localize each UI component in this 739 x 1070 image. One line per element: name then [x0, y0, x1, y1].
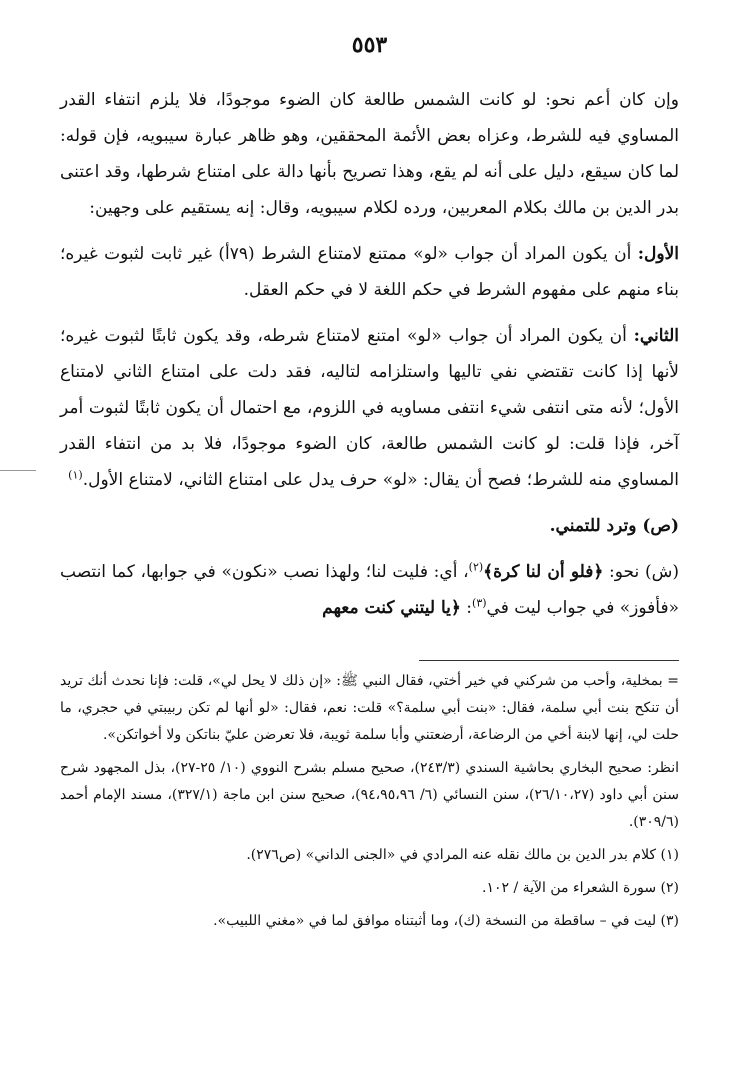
paragraph-5-text-c: :: [460, 598, 473, 618]
quran-quote-1: ﴿فلو أن لنا كرة﴾: [483, 562, 604, 582]
paragraph-2-text-b: غير ثابت لثبوت غيره؛ بناء منهم على مفهوم الشرط في حكم اللغة لا في حكم العقل.: [60, 244, 679, 300]
paragraph-4-matn: (ص) وترد للتمني.: [549, 516, 679, 536]
footnote-ref-3[interactable]: (٣): [472, 596, 487, 610]
footnote-continuation: = بمخلية، وأحب من شركني في خير أختي، فقال النبي ﷺ: «إن ذلك لا يحل لي»، قلت: فإنا نحدث أنك تريد أن تنكح بنت أبي سلمة، فقال: «بنت أبي سلمة؟» قلت: نعم، فقال: «لو أنها لم تكن ربيبتي في حجري، ما حلت لي، إنها لابنة أخي من الرضاعة، أرضعتني وأبا سلمة ثويبة، فلا تعرضن عليّ بناتكن ولا أخواتكن».: [60, 673, 679, 743]
footnote-1: (١) كلام بدر الدين بن مالك نقله عنه المرادي في «الجنى الداني» (ص٢٧٦).: [246, 847, 679, 863]
paragraph-1: وإن كان أعم نحو: لو كانت الشمس طالعة كان الضوء موجودًا، فلا يلزم انتفاء القدر المساوي فيه للشرط، وعزاه بعض الأئمة المحققين، وهو ظاهر عبارة سيبويه، فإن قوله: لما كان سيقع، دليل على أنه لم يقع، وهذا تصريح بأنها دالة على امتناع شرطها، وقد اعتنى بدر الدين بن مالك بكلام المعربين، ورده لكلام سيبويه، وقال: إنه يستقيم على وجهين:: [60, 90, 679, 218]
footnote-ref-1[interactable]: (١): [68, 468, 83, 482]
paragraph-2-text-a: أن يكون المراد أن جواب «لو» ممتنع لامتناع الشرط: [254, 244, 638, 264]
main-text: [60, 82, 679, 626]
paragraph-2-lead: الأول:: [637, 244, 679, 264]
footnote-2: (٢) سورة الشعراء من الآية / ١٠٢.: [482, 880, 679, 896]
page-number: ٥٥٣: [351, 32, 388, 58]
footnote-separator: [419, 660, 679, 661]
paragraph-3-lead: الثاني:: [633, 326, 679, 346]
paragraph-5-text-b: ، أي: فليت لنا؛ ولهذا نصب «نكون» في جوابها، كما انتصب «فأفوز» في جواب ليت في: [60, 562, 679, 618]
footnote-ref-2[interactable]: (٢): [468, 560, 484, 574]
margin-mark: [0, 470, 36, 471]
manuscript-marker: (٧٩أ): [218, 244, 255, 264]
paragraph-5-text-a: (ش) نحو:: [603, 562, 679, 582]
footnote-references: انظر: صحيح البخاري بحاشية السندي (٢٤٣/٣)، صحيح مسلم بشرح النووي (١٠/ ٢٥-٢٧)، بذل المجهود شرح سنن أبي داود (٢٦/١٠،٢٧)، سنن النسائي (٦/ ٩٤،٩٥،٩٦)، صحيح سنن ابن ماجة (٣٢٧/١)، مسند الإمام أحمد (٣٠٩/٦).: [60, 760, 680, 830]
paragraph-2: [60, 236, 679, 308]
paragraph-3-text: أن يكون المراد أن جواب «لو» امتنع لامتناع شرطه، وقد يكون ثابتًا لثبوت غيره؛ لأنها إذا كانت تقتضي نفي تاليها واستلزامه لتاليه، فقد دلت على امتناع الثاني لامتناع الأول؛ لأنه متى انتفى شيء انتفى مساويه في اللزوم، مع احتمال أن يكون ثابتًا لثبوت أمر آخر، فإذا قلت: لو كانت الشمس طالعة، كان الضوء موجودًا، فلا بد من انتفاء القدر المساوي منه للشرط؛ فصح أن يقال: «لو» حرف يدل على امتناع الثاني، لامتناع الأول.: [60, 326, 679, 490]
paragraph-3: [60, 318, 679, 498]
paragraph-5: [60, 554, 679, 626]
footnotes: [60, 668, 679, 935]
page: [60, 0, 679, 1070]
quran-quote-2: ﴿يا ليتني كنت معهم: [322, 598, 461, 618]
footnote-3: (٣) ليت في – ساقطة من النسخة (ك)، وما أثبتناه موافق لما في «مغني اللبيب».: [213, 913, 679, 929]
